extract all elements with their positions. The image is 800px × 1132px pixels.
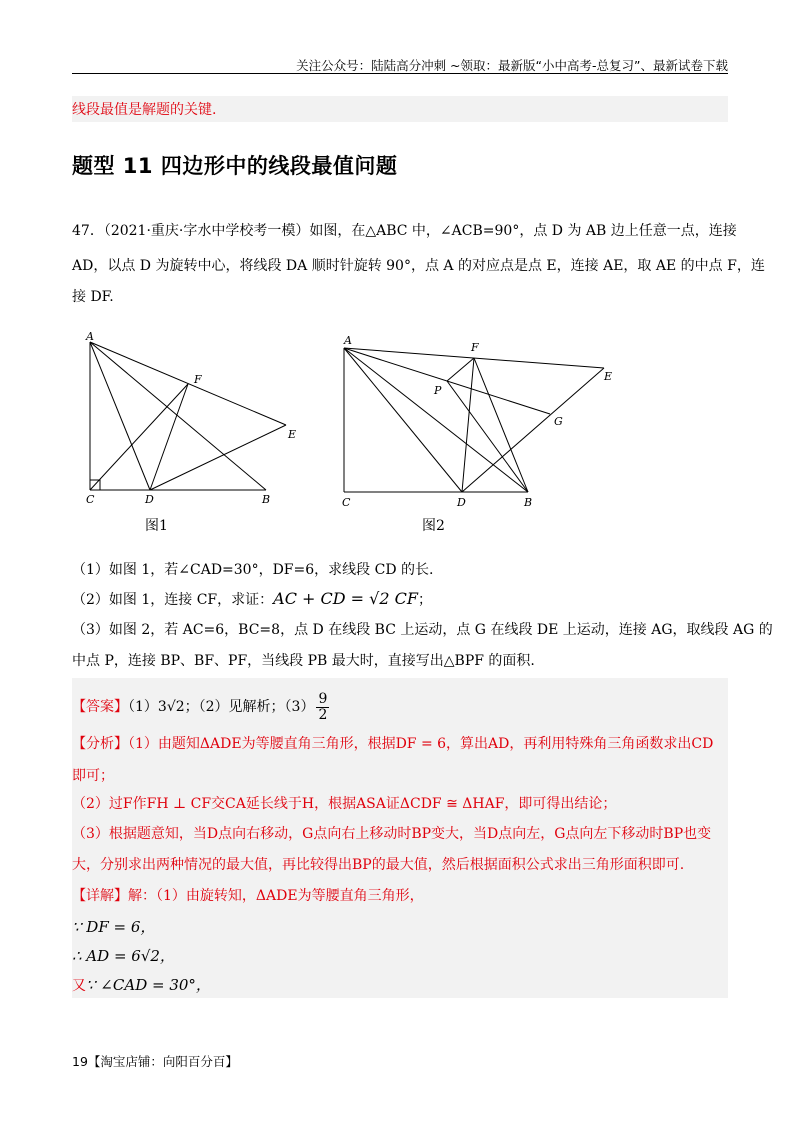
answer-line xyxy=(72,690,728,724)
fig1-label-D: D xyxy=(145,493,154,506)
fig2-label-A: A xyxy=(344,334,352,347)
problem-line-3: 接 DF. xyxy=(72,289,114,305)
detail-line-4-prefix: 又 xyxy=(72,978,86,994)
fig2-label-B: B xyxy=(524,496,533,509)
problem-line-2: AD，以点 D 为旋转中心，将线段 DA 顺时针旋转 90°，点 A 的对应点是点 E，连接 AE，取 AE 的中点 F，连 xyxy=(72,258,765,274)
fig1-label-B: B xyxy=(262,493,271,506)
fig2-seg-DF xyxy=(462,358,474,492)
fig1-label-C: C xyxy=(86,493,95,506)
fig2-seg-AD xyxy=(344,348,462,492)
fig2-label-E: E xyxy=(604,370,613,383)
analysis-line-5: 大，分别求出两种情况的最大值，再比较得出BP的最大值，然后根据面积公式求出三角形面积即可. xyxy=(72,857,685,873)
question-2-tail: ； xyxy=(417,592,432,608)
page-header: 关注公众号：陆陆高分冲刺 ~领取：最新版“小中高考-总复习”、最新试卷下载 xyxy=(296,58,728,73)
question-2 xyxy=(72,589,728,610)
fig1-seg-AB xyxy=(90,342,266,490)
footer-shop-text: 【淘宝店铺：向阳百分百】 xyxy=(87,1054,238,1069)
question-3-line-2: 中点 P，连接 BP、BF、PF，当线段 PB 最大时，直接写出△BPF 的面积. xyxy=(72,653,535,669)
page-number: 19 xyxy=(72,1054,88,1069)
analysis-line-2: 即可； xyxy=(72,768,114,784)
answer-frac-den: 2 xyxy=(318,706,328,723)
question-2-formula: AC + CD = √2 CF xyxy=(273,589,418,608)
fig1-seg-AE xyxy=(90,342,286,425)
fig1-seg-AD xyxy=(90,342,150,490)
detail-line-1 xyxy=(72,886,728,906)
page-footer xyxy=(72,1052,238,1070)
answer-fraction xyxy=(316,692,329,723)
fig2-label-F: F xyxy=(471,341,479,354)
fig2-seg-AB xyxy=(344,348,528,492)
detail-tag: 【详解】 xyxy=(72,888,128,904)
detail-line-4-text: ∵ ∠CAD = 30°， xyxy=(86,976,211,994)
fig2-caption: 图2 xyxy=(422,518,445,534)
intro-line: 线段最值是解题的关键. xyxy=(72,102,217,118)
question-2-text: （2）如图 1，连接 CF，求证： xyxy=(72,592,274,608)
section-title: 题型 11 四边形中的线段最值问题 xyxy=(72,154,398,178)
analysis-line-4: （3）根据题意知，当D点向右移动，G点向右上移动时BP变大，当D点向左，G点向左下移动时BP也变 xyxy=(72,826,712,842)
fig1-caption: 图1 xyxy=(145,518,168,534)
problem-line-1: 47．（2021·重庆·字水中学校考一模）如图，在△ABC 中，∠ACB=90°，点 D 为 AB 边上任意一点，连接 xyxy=(72,223,737,239)
detail-line-3: ∴ AD = 6√2， xyxy=(72,947,175,965)
detail-line-4 xyxy=(72,975,728,996)
analysis-text-1: （1）由题知ΔADE为等腰直角三角形，根据DF = 6，算出AD，再利用特殊角三角函数求出CD xyxy=(128,736,714,752)
fig2-label-G: G xyxy=(554,415,563,428)
answer-text: （1）3√2；（2）见解析；（3） xyxy=(128,699,315,715)
analysis-line-1 xyxy=(72,734,728,754)
fig2-label-D: D xyxy=(457,496,466,509)
question-1: （1）如图 1，若∠CAD=30°，DF=6，求线段 CD 的长. xyxy=(72,562,434,578)
fig1-label-E: E xyxy=(288,428,297,441)
figure-2 xyxy=(336,328,626,513)
fig2-label-P: P xyxy=(434,384,442,397)
fig2-seg-BP xyxy=(447,381,528,492)
detail-line-2: ∵ DF = 6， xyxy=(72,918,156,936)
fig1-label-A: A xyxy=(86,330,94,343)
figure-1 xyxy=(76,330,306,510)
header-divider xyxy=(72,73,728,74)
fig1-label-F: F xyxy=(194,373,202,386)
answer-frac-num: 9 xyxy=(318,690,328,707)
detail-text-1: 解：（1）由旋转知，ΔADE为等腰直角三角形， xyxy=(128,888,424,904)
fig2-seg-PF xyxy=(447,358,474,381)
question-3-line-1: （3）如图 2，若 AC=6，BC=8，点 D 在线段 BC 上运动，点 G 在线段 DE 上运动，连接 AG，取线段 AG 的 xyxy=(72,622,773,638)
analysis-line-3: （2）过F作FH ⊥ CF交CA延长线于H，根据ASA证ΔCDF ≅ ΔHAF，即可得出结论； xyxy=(72,796,617,812)
fig1-seg-CF xyxy=(90,384,188,490)
analysis-tag: 【分析】 xyxy=(72,736,128,752)
fig2-label-C: C xyxy=(342,496,351,509)
fig2-seg-BF xyxy=(474,358,528,492)
fig1-seg-DE xyxy=(150,425,286,490)
answer-tag: 【答案】 xyxy=(72,699,128,715)
